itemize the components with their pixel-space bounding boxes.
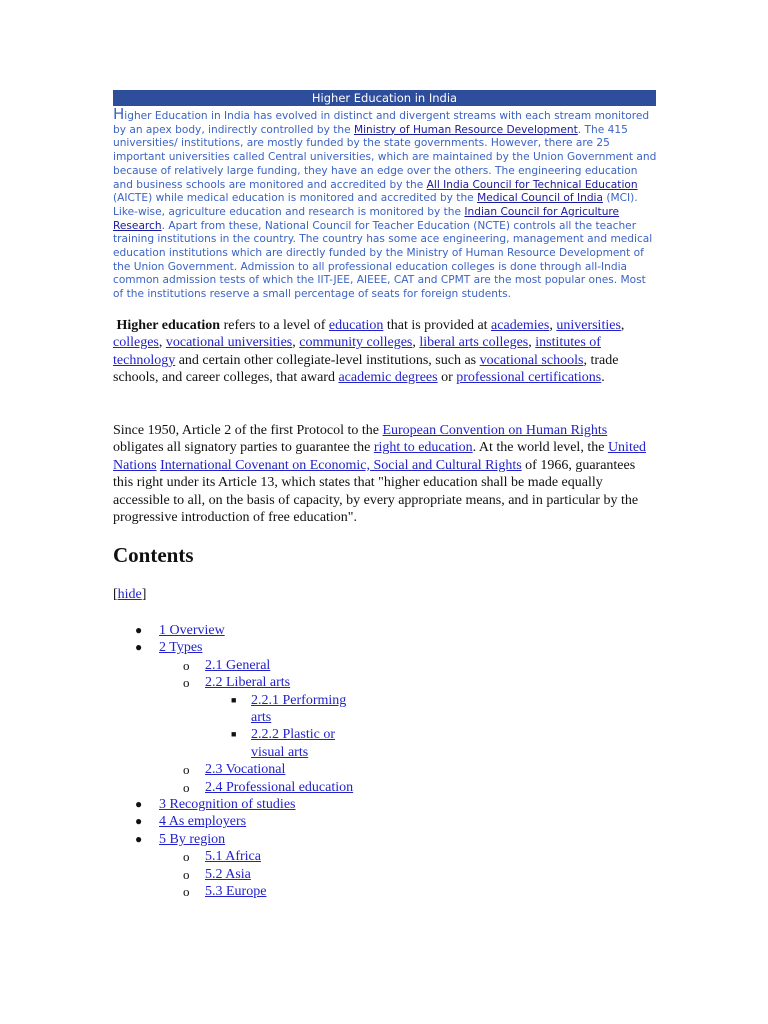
intro-text: igher Education in India has evolved in distinct and divergent streams with each stream monitored by an apex body, indirectly controlled by the xyxy=(113,110,650,136)
toc-link-liberal-arts[interactable]: 2.2 Liberal arts xyxy=(205,675,291,691)
punct: , xyxy=(528,335,536,351)
bold-term: Higher education xyxy=(116,318,221,333)
toc-item xyxy=(159,674,533,761)
link-community-colleges[interactable]: community colleges xyxy=(299,335,413,351)
disc-bullet-icon: ● xyxy=(135,623,143,637)
link-right-to-education[interactable]: right to education xyxy=(373,440,473,456)
toc-link-performing-arts[interactable]: 2.2.1 Performing arts xyxy=(251,692,347,726)
link-mci[interactable]: Medical Council of India xyxy=(477,192,603,205)
link-professional-certifications[interactable]: professional certifications xyxy=(456,370,602,386)
punct: . xyxy=(601,370,605,386)
toc-item xyxy=(113,622,533,639)
intro-text: . The 415 universities/ institutions, are mostly funded by the state governments. However, there are 25 important universities called Central universities, which are maintained by the Union Government and because of relatively large funding, they have an edge over the others. The engineering education and business schools are monitored and accredited by the xyxy=(113,123,657,191)
toc-item xyxy=(159,848,533,865)
link-academic-degrees[interactable]: academic degrees xyxy=(338,370,438,386)
intro-text: (AICTE) while medical education is monitored and accredited by the xyxy=(113,192,478,205)
body-text: of 1966, guarantees this right under its Article 13, which states that "higher education shall be made equally accessible to all, on the basis of capacity, by every appropriate means, and in particular by the progressive introduction of free education". xyxy=(113,457,639,526)
punct: , xyxy=(549,318,557,333)
toc-link-asia[interactable]: 5.2 Asia xyxy=(205,866,251,882)
circle-bullet-icon: o xyxy=(183,866,190,882)
section-title-bar xyxy=(113,90,656,106)
toc-item xyxy=(113,796,533,813)
toc-link-africa[interactable]: 5.1 Africa xyxy=(205,849,261,865)
toc-link-by-region[interactable]: 5 By region xyxy=(159,831,226,847)
link-universities[interactable]: universities xyxy=(556,318,621,333)
toc-link-as-employers[interactable]: 4 As employers xyxy=(159,814,247,830)
dropcap-letter: H xyxy=(113,105,125,123)
body-text: . At the world level, the xyxy=(472,440,608,456)
link-colleges[interactable]: colleges xyxy=(113,335,159,351)
toc-item xyxy=(159,883,533,900)
bracket: [ xyxy=(113,587,118,602)
toc-item xyxy=(159,866,533,883)
intro-paragraph xyxy=(113,105,658,302)
toc-item xyxy=(113,831,533,901)
punct: , xyxy=(620,318,625,333)
circle-bullet-icon: o xyxy=(183,849,190,865)
body-text: refers to a level of xyxy=(220,318,329,333)
punct: , xyxy=(412,335,420,351)
bracket: ] xyxy=(141,587,147,602)
toc-link-professional-education[interactable]: 2.4 Professional education xyxy=(205,779,354,795)
body-text: and certain other collegiate-level institutions, such as xyxy=(175,352,480,368)
intro-text: . Apart from these, National Council for Teacher Education (NCTE) controls all the teacher training institutions in the country. The country has some ace engineering, management and medical education institutions which are directly funded by the Ministry of Human Resource Development of the Union Government. Admission to all professional education colleges is done through all-India common admission tests of which the IIT-JEE, AIEEE, CAT and CPMT are the most popular ones. Most of the institutions reserve a small percentage of seats for foreign students. xyxy=(113,219,653,301)
toc-item xyxy=(159,657,533,674)
toc-link-recognition-of-studies[interactable]: 3 Recognition of studies xyxy=(159,797,296,813)
link-vocational-universities[interactable]: vocational universities xyxy=(165,335,293,351)
link-liberal-arts-colleges[interactable]: liberal arts colleges xyxy=(419,335,529,351)
table-of-contents xyxy=(113,622,533,901)
intro-text: (MCI). Like-wise, agriculture education and research is monitored by the xyxy=(113,192,638,218)
contents-heading: Contents xyxy=(113,543,194,567)
disc-bullet-icon: ● xyxy=(135,640,143,655)
link-ministry-hrd[interactable]: Ministry of Human Resource Development xyxy=(353,123,578,136)
hide-toc-link[interactable]: hide xyxy=(117,587,142,602)
body-text: obligates all signatory parties to guarantee the xyxy=(113,440,374,456)
circle-bullet-icon: o xyxy=(183,884,190,900)
link-education[interactable]: education xyxy=(328,318,384,333)
toc-toggle xyxy=(113,587,146,603)
punct: , xyxy=(292,335,300,351)
link-echr[interactable]: European Convention on Human Rights xyxy=(382,423,608,438)
toc-item xyxy=(205,726,355,761)
body-text: Since 1950, Article 2 of the first Protocol to the xyxy=(113,423,383,438)
toc-item xyxy=(205,692,355,727)
link-icar[interactable]: Indian Council for Agriculture Research xyxy=(113,205,620,232)
circle-bullet-icon: o xyxy=(183,657,190,673)
square-bullet-icon: ■ xyxy=(231,694,237,705)
toc-link-general[interactable]: 2.1 General xyxy=(205,657,271,673)
toc-item xyxy=(159,779,533,796)
punct: , xyxy=(158,335,166,351)
toc-item xyxy=(113,813,533,830)
circle-bullet-icon: o xyxy=(183,675,190,691)
toc-link-europe[interactable]: 5.3 Europe xyxy=(205,884,267,900)
circle-bullet-icon: o xyxy=(183,779,190,795)
circle-bullet-icon: o xyxy=(183,762,190,778)
definition-paragraph xyxy=(113,317,653,387)
body-text: , trade schools, and career colleges, that award xyxy=(113,352,619,386)
link-aicte[interactable]: All India Council for Technical Education xyxy=(426,178,638,191)
toc-link-overview[interactable]: 1 Overview xyxy=(159,623,225,638)
link-united-nations[interactable]: United Nations xyxy=(113,440,647,473)
disc-bullet-icon: ● xyxy=(135,814,143,829)
disc-bullet-icon: ● xyxy=(135,797,143,812)
square-bullet-icon: ■ xyxy=(231,729,237,740)
link-institutes-of-technology[interactable]: institutes of technology xyxy=(113,335,601,368)
body-text: that is provided at xyxy=(383,318,492,333)
link-academies[interactable]: academies xyxy=(491,318,550,333)
link-vocational-schools[interactable]: vocational schools xyxy=(479,352,584,368)
rights-paragraph xyxy=(113,422,653,526)
disc-bullet-icon: ● xyxy=(135,831,143,846)
toc-link-types[interactable]: 2 Types xyxy=(159,640,203,656)
body-text: or xyxy=(437,370,457,386)
toc-link-vocational[interactable]: 2.3 Vocational xyxy=(205,762,286,778)
link-icescr[interactable]: International Covenant on Economic, Social and Cultural Rights xyxy=(160,457,522,473)
section-title: Higher Education in India xyxy=(311,91,458,105)
toc-item xyxy=(113,639,533,796)
toc-link-plastic-visual-arts[interactable]: 2.2.2 Plastic or visual arts xyxy=(251,727,335,760)
toc-item xyxy=(159,761,533,778)
